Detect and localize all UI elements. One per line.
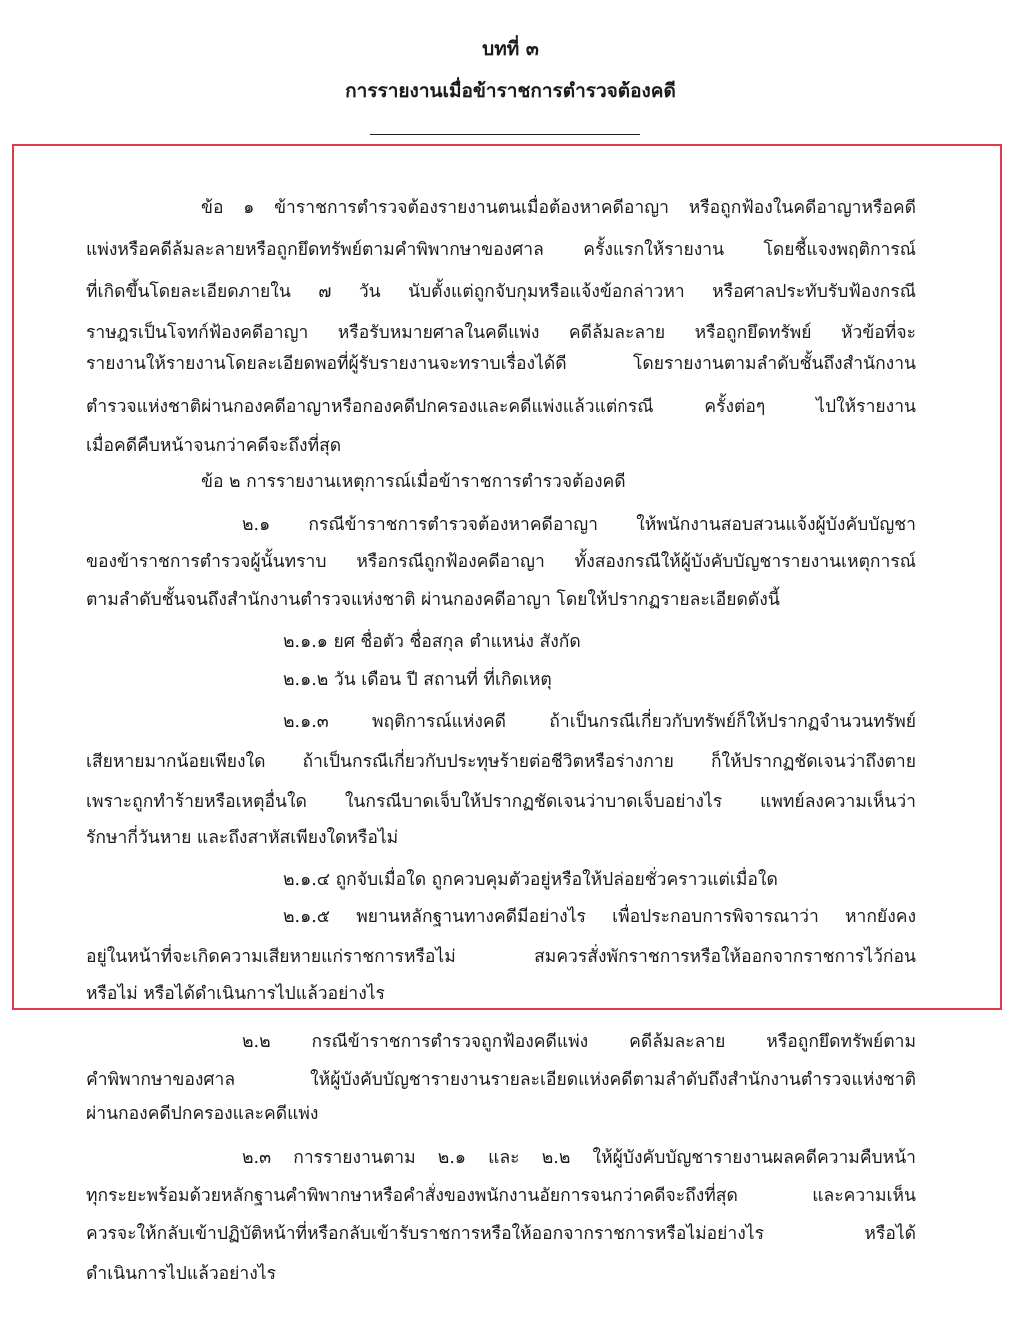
list-item: ๒.๑.๑ ยศ ชื่อตัว ชื่อสกุล ตำแหน่ง สังกัด — [283, 632, 581, 652]
text-line: ผ่านกองคดีปกครองและคดีแพ่ง — [86, 1104, 319, 1124]
text-line: รายงานให้รายงานโดยละเอียดพอที่ผู้รับรายงานจะทราบเรื่องได้ดี โดยรายงานตามลำดับชั้นถึงสำนักงาน — [86, 354, 916, 374]
text-line: รักษากี่วันหาย และถึงสาหัสเพียงใดหรือไม่ — [86, 828, 399, 848]
text-line: ๒.๒ กรณีข้าราชการตำรวจถูกฟ้องคดีแพ่ง คดีล้มละลาย หรือถูกยึดทรัพย์ตาม — [242, 1032, 916, 1052]
text-line: ๒.๑ กรณีข้าราชการตำรวจต้องหาคดีอาญา ให้พนักงานสอบสวนแจ้งผู้บังคับบัญชา — [242, 515, 916, 535]
list-item: ๒.๑.๕ พยานหลักฐานทางคดีมีอย่างไร เพื่อประกอบการพิจารณาว่า หากยังคง — [283, 907, 916, 927]
text-line: ๒.๓ การรายงานตาม ๒.๑ และ ๒.๒ ให้ผู้บังคับบัญชารายงานผลคดีความคืบหน้า — [242, 1148, 916, 1168]
text-line: ตามลำดับชั้นจนถึงสำนักงานตำรวจแห่งชาติ ผ่านกองคดีอาญา โดยให้ปรากฏรายละเอียดดังนี้ — [86, 590, 780, 610]
text-line: ของข้าราชการตำรวจผู้นั้นทราบ หรือกรณีถูกฟ้องคดีอาญา ทั้งสองกรณีให้ผู้บังคับบัญชารายงานเหตุการณ์ — [86, 552, 916, 572]
text-line: ราษฎรเป็นโจทก์ฟ้องคดีอาญา หรือรับหมายศาลในคดีแพ่ง คดีล้มละลาย หรือถูกยึดทรัพย์ หัวข้อที่จะ — [86, 323, 916, 343]
text-line: คำพิพากษาของศาล ให้ผู้บังคับบัญชารายงานรายละเอียดแห่งคดีตามลำดับถึงสำนักงานตำรวจแห่งชาติ — [86, 1070, 916, 1090]
text-line: เมื่อคดีคืบหน้าจนกว่าคดีจะถึงที่สุด — [86, 436, 342, 456]
text-line: ทุกระยะพร้อมด้วยหลักฐานคำพิพากษาหรือคำสั่งของพนักงานอัยการจนกว่าคดีจะถึงที่สุด และความเห็น — [86, 1186, 916, 1206]
text-line: ที่เกิดขึ้นโดยละเอียดภายใน ๗ วัน นับตั้งแต่ถูกจับกุมหรือแจ้งข้อกล่าวหา หรือศาลประทับรับฟ้องกรณี — [86, 282, 916, 302]
text-line: หรือไม่ หรือได้ดำเนินการไปแล้วอย่างไร — [86, 984, 385, 1004]
list-item: ๒.๑.๓ พฤติการณ์แห่งคดี ถ้าเป็นกรณีเกี่ยวกับทรัพย์ก็ให้ปรากฏจำนวนทรัพย์ — [283, 712, 916, 732]
list-item: ๒.๑.๔ ถูกจับเมื่อใด ถูกควบคุมตัวอยู่หรือให้ปล่อยชั่วคราวแต่เมื่อใด — [283, 870, 778, 890]
list-item: ๒.๑.๒ วัน เดือน ปี สถานที่ ที่เกิดเหตุ — [283, 670, 552, 690]
text-line: ข้อ ๑ ข้าราชการตำรวจต้องรายงานตนเมื่อต้องหาคดีอาญา หรือถูกฟ้องในคดีอาญาหรือคดี — [201, 198, 916, 218]
text-line: แพ่งหรือคดีล้มละลายหรือถูกยึดทรัพย์ตามคำพิพากษาของศาล ครั้งแรกให้รายงาน โดยชี้แจงพฤติการณ์ — [86, 240, 916, 260]
text-line: เสียหายมากน้อยเพียงใด ถ้าเป็นกรณีเกี่ยวกับประทุษร้ายต่อชีวิตหรือร่างกาย ก็ให้ปรากฏชัดเจนว่าถึงตาย — [86, 752, 916, 772]
chapter-heading: บทที่ ๓ — [482, 38, 539, 60]
text-line: เพราะถูกทำร้ายหรือเหตุอื่นใด ในกรณีบาดเจ็บให้ปรากฏชัดเจนว่าบาดเจ็บอย่างไร แพทย์ลงความเห็นว่า — [86, 792, 916, 812]
text-line: ควรจะให้กลับเข้าปฏิบัติหน้าที่หรือกลับเข้ารับราชการหรือให้ออกจากราชการหรือไม่อย่างไร หรือได้ — [86, 1224, 916, 1244]
text-line: อยู่ในหน้าที่จะเกิดความเสียหายแก่ราชการหรือไม่ สมควรสั่งพักราชการหรือให้ออกจากราชการไว้ก่อน — [86, 947, 916, 967]
section-heading: ข้อ ๒ การรายงานเหตุการณ์เมื่อข้าราชการตำรวจต้องคดี — [201, 472, 626, 492]
chapter-title: การรายงานเมื่อข้าราชการตำรวจต้องคดี — [345, 80, 676, 102]
text-line: ดำเนินการไปแล้วอย่างไร — [86, 1264, 276, 1284]
title-underline — [370, 134, 640, 135]
text-line: ตำรวจแห่งชาติผ่านกองคดีอาญาหรือกองคดีปกครองและคดีแพ่งแล้วแต่กรณี ครั้งต่อๆ ไปให้รายงาน — [86, 397, 916, 417]
